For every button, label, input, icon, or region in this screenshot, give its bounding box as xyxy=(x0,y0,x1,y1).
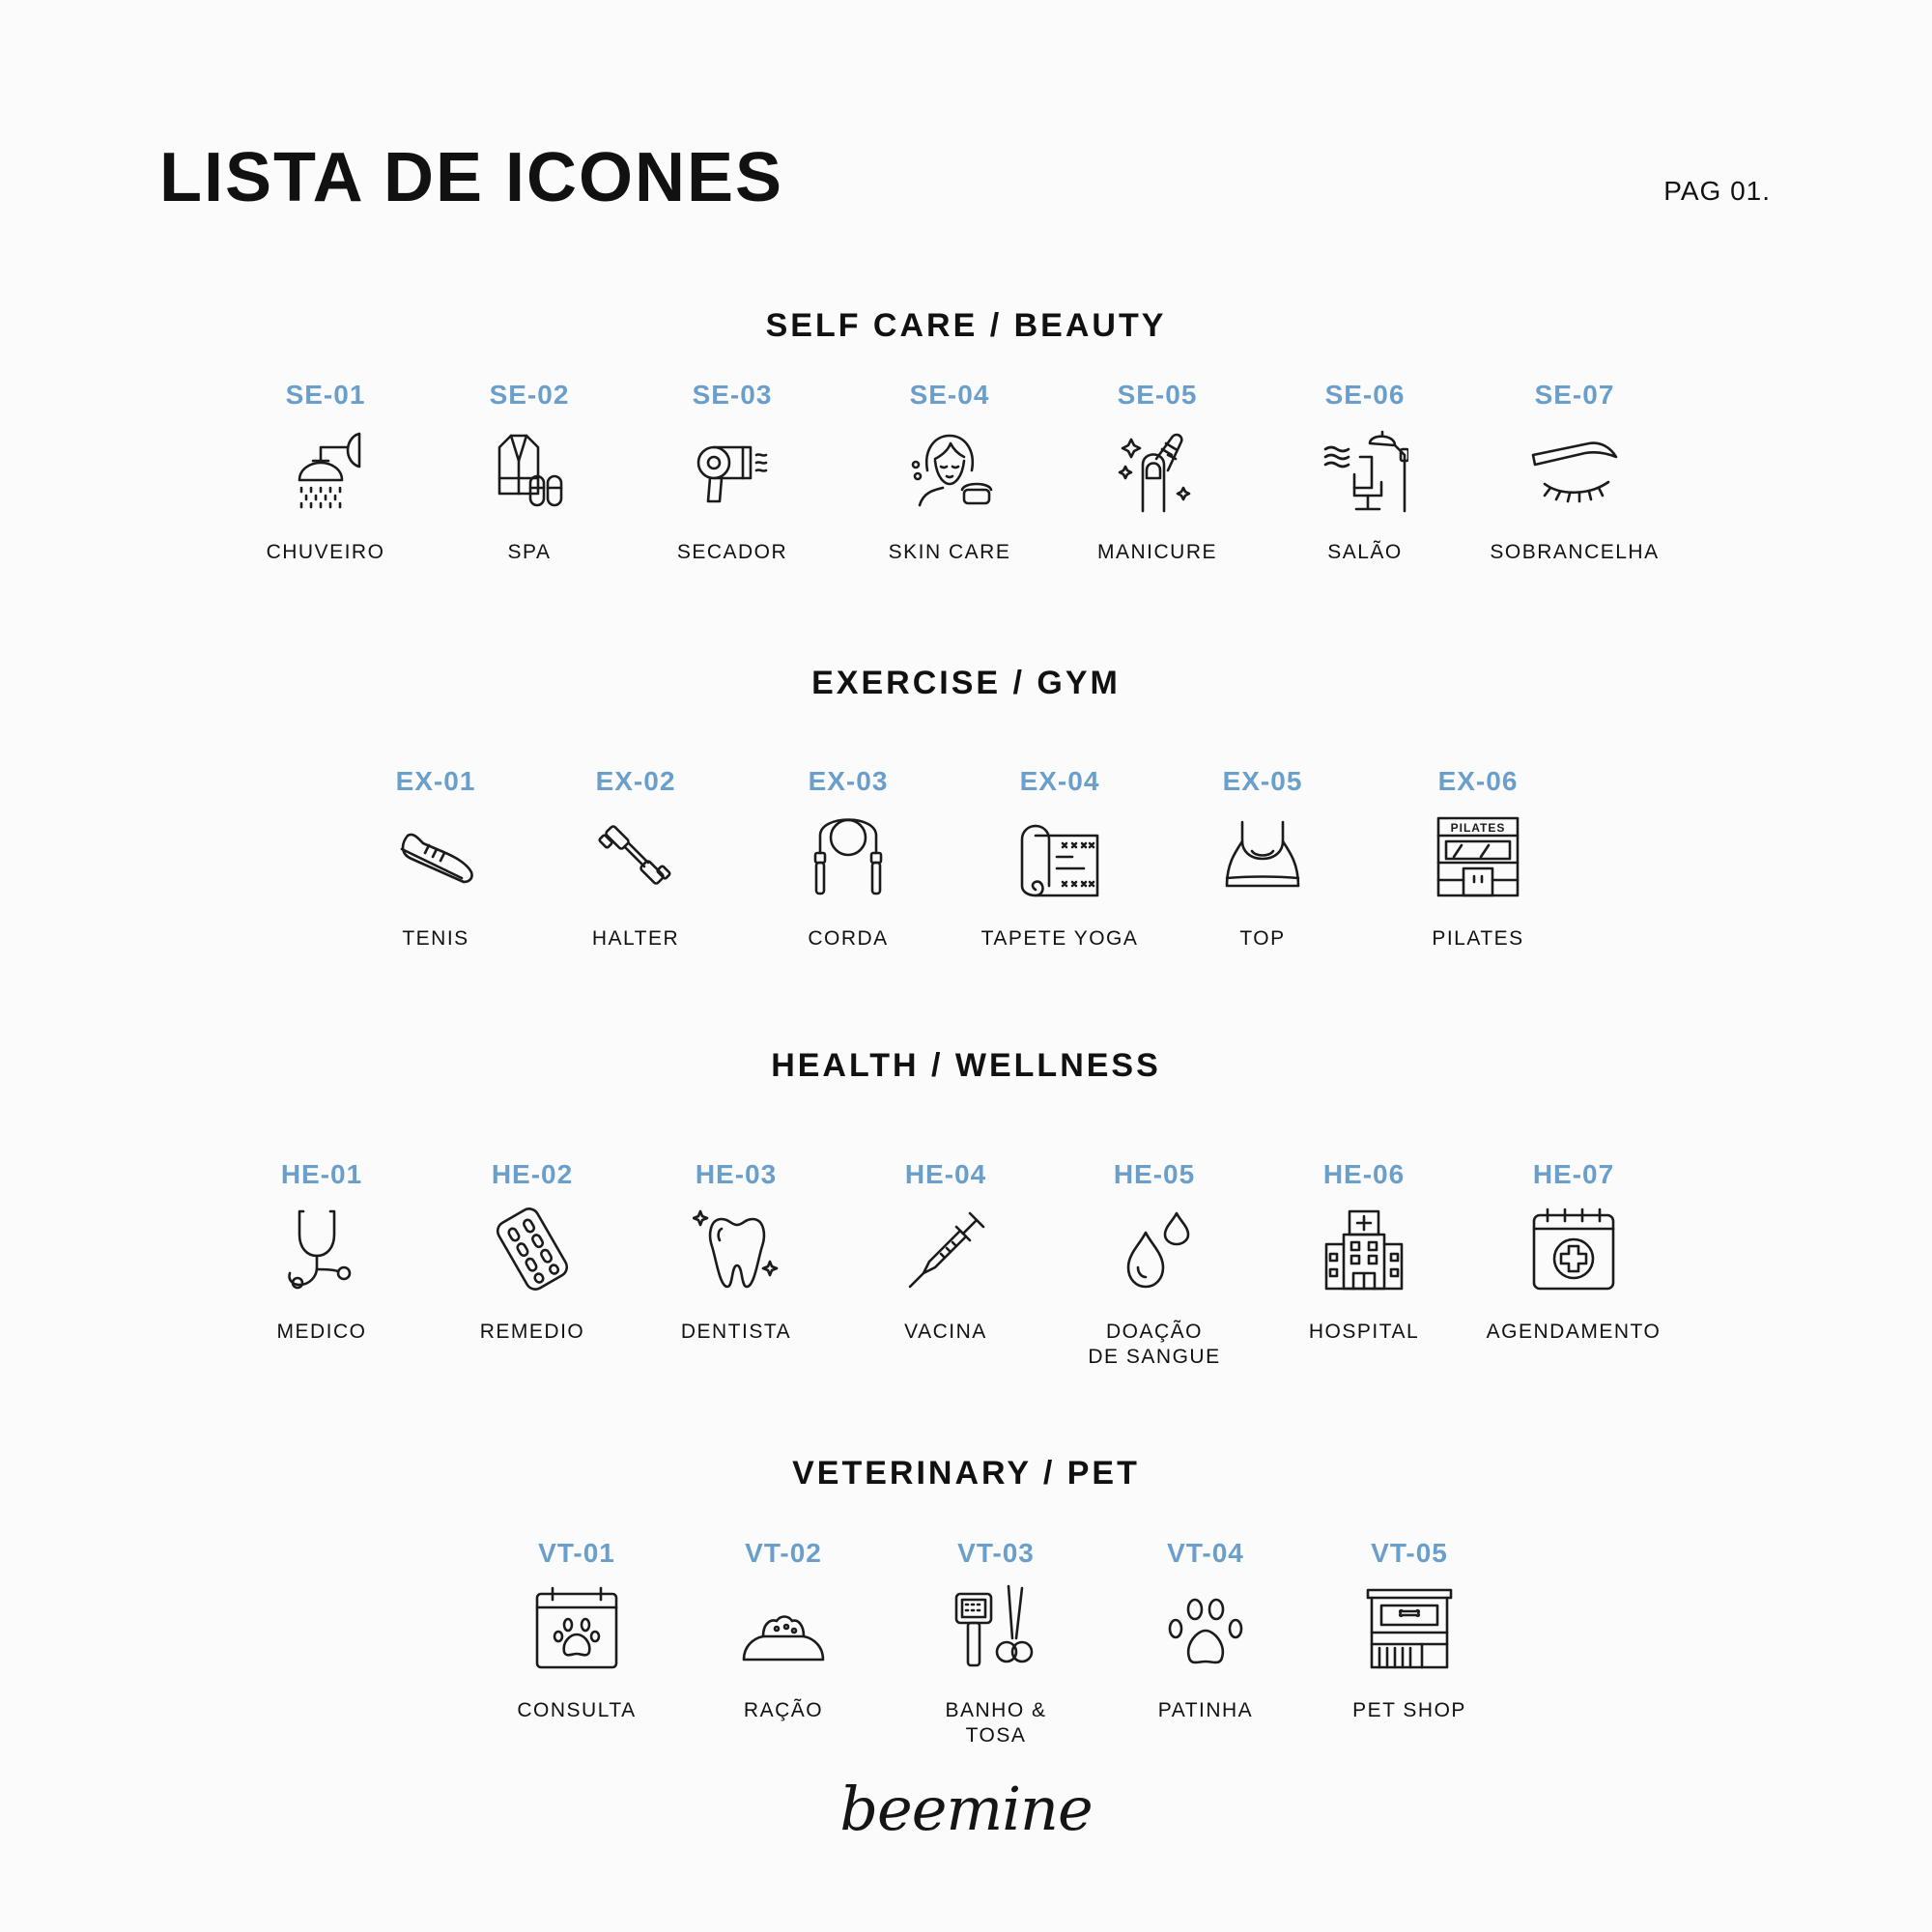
icon-label: TENIS xyxy=(402,927,469,950)
icon-label: CONSULTA xyxy=(517,1699,637,1721)
icon-label: CHUVEIRO xyxy=(266,541,385,563)
icon-label: SECADOR xyxy=(676,541,788,563)
eyebrow-icon xyxy=(1531,426,1618,513)
icon-code: SE-01 xyxy=(285,380,366,410)
icon-code: EX-01 xyxy=(395,766,476,796)
nail-file-icon xyxy=(1114,426,1201,513)
icon-code: EX-03 xyxy=(808,766,889,796)
icon-code: EX-02 xyxy=(595,766,676,796)
icon-label: PATINHA xyxy=(1157,1699,1254,1721)
icon-code: HE-03 xyxy=(695,1159,778,1189)
icon-code: SE-03 xyxy=(692,380,773,410)
robe-slippers-icon xyxy=(486,426,573,513)
icon-label: SALÃO xyxy=(1327,541,1403,563)
icon-label: MEDICO xyxy=(276,1321,367,1343)
brush-scissors-icon xyxy=(952,1584,1039,1671)
pet-shop-icon xyxy=(1366,1584,1453,1671)
icon-label: REMEDIO xyxy=(479,1321,585,1343)
medical-calendar-icon xyxy=(1530,1206,1617,1293)
icon-label: DENTISTA xyxy=(680,1321,792,1343)
face-cream-icon xyxy=(906,426,993,513)
icon-code: VT-03 xyxy=(957,1538,1035,1568)
icon-label: SKIN CARE xyxy=(888,541,1011,563)
icon-label: CORDA xyxy=(808,927,889,950)
tooth-icon xyxy=(693,1206,780,1293)
icon-code: HE-01 xyxy=(280,1159,363,1189)
icon-code: HE-06 xyxy=(1322,1159,1406,1189)
icon-label: SOBRANCELHA xyxy=(1490,541,1660,563)
icon-label: MANICURE xyxy=(1096,541,1217,563)
icon-code: SE-02 xyxy=(489,380,570,410)
page-title: LISTA DE ICONES xyxy=(159,139,784,216)
icon-code: HE-02 xyxy=(491,1159,574,1189)
pill-pack-icon xyxy=(489,1206,576,1293)
pet-bowl-icon xyxy=(740,1584,827,1671)
salon-chair-icon xyxy=(1321,426,1408,513)
page-number: PAG 01. xyxy=(1663,176,1771,206)
paw-icon xyxy=(1162,1584,1249,1671)
shower-icon xyxy=(282,426,369,513)
icon-code: SE-05 xyxy=(1117,380,1198,410)
icon-code: VT-05 xyxy=(1371,1538,1448,1568)
icon-code: VT-02 xyxy=(745,1538,822,1568)
icon-label: SPA xyxy=(507,541,552,563)
hair-dryer-icon xyxy=(689,426,776,513)
icon-code: SE-07 xyxy=(1534,380,1615,410)
icon-label: TAPETE YOGA xyxy=(980,927,1139,950)
blood-drop-icon xyxy=(1111,1206,1198,1293)
icon-label: DOAÇÃO DE SANGUE xyxy=(1088,1321,1221,1368)
icon-label: HALTER xyxy=(591,927,680,950)
icon-code: HE-07 xyxy=(1532,1159,1615,1189)
icon-code: SE-06 xyxy=(1324,380,1406,410)
icon-code: SE-04 xyxy=(909,380,990,410)
stethoscope-icon xyxy=(278,1206,365,1293)
icon-label: TOP xyxy=(1239,927,1286,950)
icon-label: VACINA xyxy=(904,1321,987,1343)
syringe-icon xyxy=(902,1206,989,1293)
section-title-self-care: SELF CARE / BEAUTY xyxy=(765,307,1167,344)
icon-code: EX-06 xyxy=(1437,766,1519,796)
section-title-health: HEALTH / WELLNESS xyxy=(771,1047,1161,1084)
icon-label: HOSPITAL xyxy=(1308,1321,1420,1343)
brand-logo: beemine xyxy=(839,1774,1093,1844)
icon-code: VT-04 xyxy=(1167,1538,1244,1568)
dumbbell-icon xyxy=(592,812,679,899)
hospital-icon xyxy=(1321,1206,1407,1293)
section-title-exercise: EXERCISE / GYM xyxy=(811,665,1121,701)
icon-label: RAÇÃO xyxy=(743,1699,824,1721)
paw-calendar-icon xyxy=(533,1584,620,1671)
pilates-studio-icon xyxy=(1435,812,1521,899)
icon-code: EX-04 xyxy=(1019,766,1100,796)
jump-rope-icon xyxy=(805,812,892,899)
icon-label: AGENDAMENTO xyxy=(1486,1321,1662,1343)
icon-code: EX-05 xyxy=(1222,766,1303,796)
icon-code: VT-01 xyxy=(538,1538,615,1568)
yoga-mat-icon xyxy=(1016,812,1103,899)
sneaker-icon xyxy=(392,812,479,899)
section-title-veterinary: VETERINARY / PET xyxy=(792,1455,1140,1492)
icon-label: BANHO & TOSA xyxy=(945,1699,1047,1747)
icon-label: PILATES xyxy=(1432,927,1524,950)
sports-top-icon xyxy=(1219,812,1306,899)
icon-code: HE-04 xyxy=(904,1159,987,1189)
pilates-sign-text: PILATES xyxy=(1450,821,1506,835)
icon-code: HE-05 xyxy=(1113,1159,1196,1189)
icon-label: PET SHOP xyxy=(1352,1699,1466,1721)
